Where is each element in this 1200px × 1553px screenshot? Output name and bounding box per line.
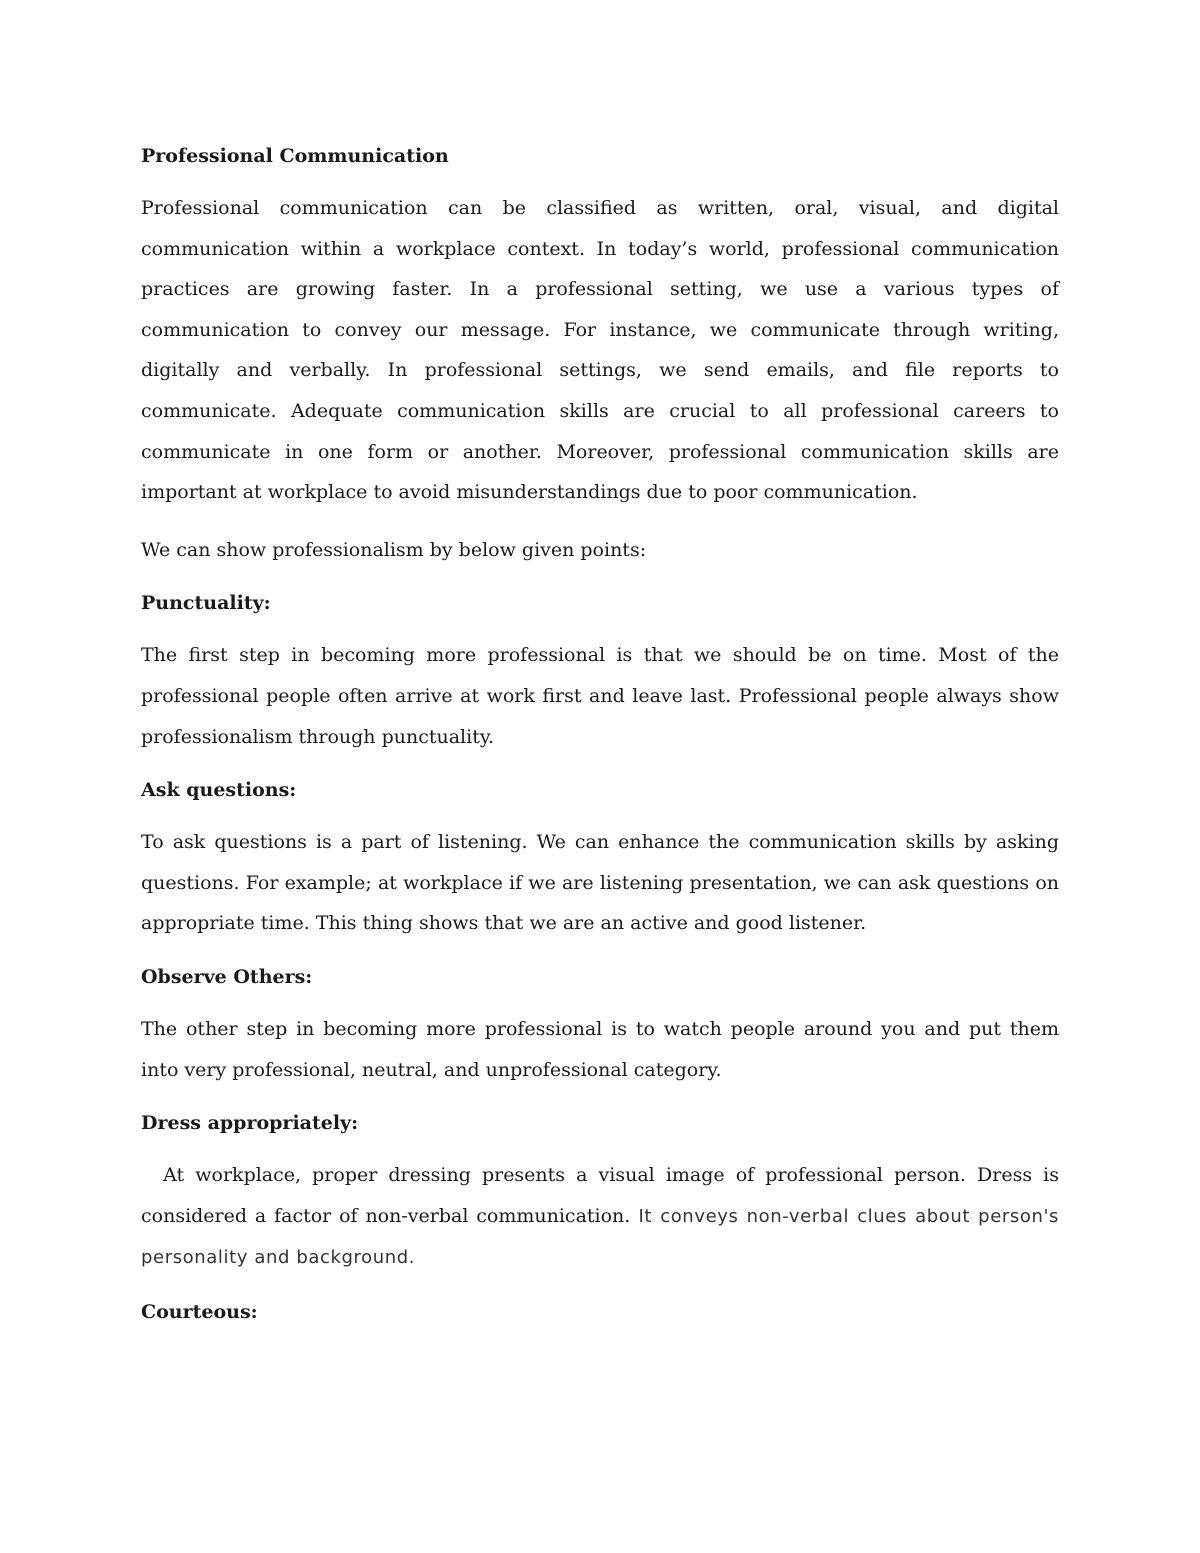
section-heading-punctuality: Punctuality: xyxy=(141,592,271,615)
dress-body-main: At workplace, proper dressing presents a visual image of professional person. Dress is considered a factor of non-verbal communication. xyxy=(141,1164,1066,1227)
lead-in-text: We can show professionalism by below given points: xyxy=(141,538,647,561)
section-heading-dress-appropriately: Dress appropriately: xyxy=(141,1112,359,1135)
dress-body-tail: It conveys non-verbal clues about person's personality and background. xyxy=(141,1205,1066,1269)
section-body-ask-questions: To ask questions is a part of listening. We can enhance the communication skills by asking questions. For example; at workplace if we are listening presentation, we can ask questions on appropriate time. This thing shows that we are an active and good listener. xyxy=(141,831,1059,935)
document-title: Professional Communication xyxy=(141,145,449,167)
intro-paragraph: Professional communication can be classified as written, oral, visual, and digital communication within a workplace context. In today’s world, professional communication practices are growing faster. In a professional setting, we use a various types of communication to convey our message. For instance, we communicate through writing, digitally and verbally. In professional settings, we send emails, and file reports to communicate. Adequate communication skills are crucial to all professional careers to communicate in one form or another. Moreover, professional communication skills are important at workplace to avoid misunderstandings due to poor communication. xyxy=(141,197,1059,504)
section-body-punctuality: The first step in becoming more professional is that we should be on time. Most of the professional people often arrive at work first and leave last. Professional people always show professionalism through punctuality. xyxy=(141,644,1059,748)
document-body xyxy=(141,140,1066,1344)
section-body-dress-appropriately xyxy=(141,1155,1066,1279)
section-heading-ask-questions: Ask questions: xyxy=(141,779,297,802)
section-heading-observe-others: Observe Others: xyxy=(141,965,313,988)
section-heading-courteous: Courteous: xyxy=(141,1300,258,1323)
section-body-observe-others: The other step in becoming more professional is to watch people around you and put them into very professional, neutral, and unprofessional category. xyxy=(141,1017,1059,1081)
